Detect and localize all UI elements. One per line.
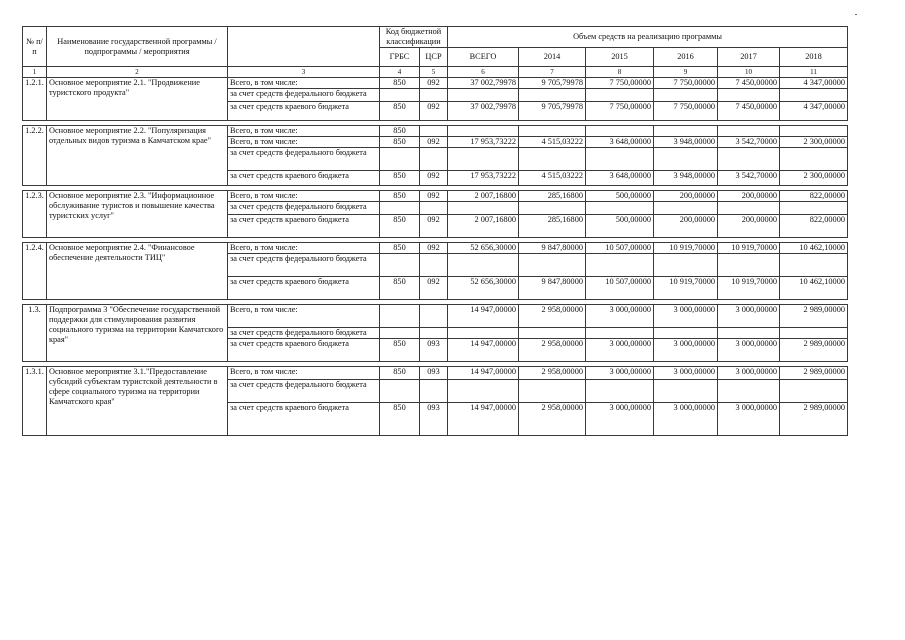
csr-cell: 092	[420, 78, 448, 89]
index-cell: 7	[519, 67, 586, 78]
y2018-cell: 2 300,00000	[780, 137, 848, 148]
y2015-cell: 3 000,00000	[586, 403, 654, 436]
total-cell	[448, 202, 519, 215]
y2017-cell	[718, 380, 780, 403]
header-csr: ЦСР	[420, 48, 448, 67]
y2016-cell: 3 000,00000	[654, 339, 718, 362]
y2015-cell: 10 507,00000	[586, 243, 654, 254]
total-cell	[448, 380, 519, 403]
index-cell: 2	[47, 67, 228, 78]
y2014-cell	[519, 148, 586, 171]
y2017-cell	[718, 254, 780, 277]
csr-cell: 093	[420, 403, 448, 436]
y2018-cell: 822,00000	[780, 191, 848, 202]
y2017-cell	[718, 148, 780, 171]
y2018-cell	[780, 328, 848, 339]
index-cell: 5	[420, 67, 448, 78]
y2014-cell: 2 958,00000	[519, 367, 586, 380]
y2015-cell: 3 000,00000	[586, 367, 654, 380]
y2015-cell	[586, 89, 654, 102]
grbs-cell: 850	[380, 102, 420, 121]
header-year-2016: 2016	[654, 48, 718, 67]
index-cell: 4	[380, 67, 420, 78]
y2016-cell: 200,00000	[654, 215, 718, 238]
grbs-cell	[380, 254, 420, 277]
csr-cell	[420, 305, 448, 328]
y2016-cell	[654, 254, 718, 277]
header-name: Наименование государственной программы / подпрограммы / мероприятия	[47, 27, 228, 67]
y2014-cell: 2 958,00000	[519, 403, 586, 436]
total-cell: 14 947,00000	[448, 339, 519, 362]
table-row	[23, 367, 848, 380]
total-cell: 37 002,79978	[448, 102, 519, 121]
y2015-cell: 3 000,00000	[586, 305, 654, 328]
grbs-cell: 850	[380, 243, 420, 254]
csr-cell: 092	[420, 102, 448, 121]
funding-label: Всего, в том числе:	[228, 191, 380, 202]
grbs-cell: 850	[380, 191, 420, 202]
grbs-cell: 850	[380, 403, 420, 436]
y2016-cell	[654, 202, 718, 215]
y2016-cell: 10 919,70000	[654, 243, 718, 254]
y2016-cell: 7 750,00000	[654, 78, 718, 89]
index-row	[23, 67, 848, 78]
table-row	[23, 126, 848, 137]
y2017-cell: 200,00000	[718, 191, 780, 202]
y2018-cell: 2 989,00000	[780, 403, 848, 436]
y2014-cell: 4 515,03222	[519, 171, 586, 186]
grbs-cell: 850	[380, 126, 420, 137]
y2018-cell: 4 347,00000	[780, 78, 848, 89]
table-row	[23, 191, 848, 202]
y2015-cell: 3 648,00000	[586, 171, 654, 186]
table-row	[23, 305, 848, 328]
y2016-cell: 3 948,00000	[654, 137, 718, 148]
y2014-cell	[519, 380, 586, 403]
total-cell: 52 656,30000	[448, 277, 519, 300]
funding-label: Всего, в том числе:	[228, 305, 380, 328]
y2016-cell	[654, 126, 718, 137]
grbs-cell	[380, 89, 420, 102]
y2014-cell: 2 958,00000	[519, 339, 586, 362]
total-cell: 17 953,73222	[448, 137, 519, 148]
y2017-cell: 3 000,00000	[718, 305, 780, 328]
y2016-cell	[654, 89, 718, 102]
y2018-cell: 10 462,10000	[780, 243, 848, 254]
y2018-cell	[780, 202, 848, 215]
header-year-2017: 2017	[718, 48, 780, 67]
budget-table	[22, 26, 848, 436]
grbs-cell: 850	[380, 137, 420, 148]
grbs-cell: 850	[380, 367, 420, 380]
csr-cell	[420, 380, 448, 403]
total-cell	[448, 254, 519, 277]
y2017-cell: 200,00000	[718, 215, 780, 238]
header-code: Код бюджетной классификации	[380, 27, 448, 48]
y2014-cell: 2 958,00000	[519, 305, 586, 328]
y2016-cell	[654, 148, 718, 171]
y2018-cell: 2 300,00000	[780, 171, 848, 186]
funding-label: Всего, в том числе:	[228, 137, 380, 148]
total-cell	[448, 126, 519, 137]
grbs-cell: 850	[380, 339, 420, 362]
funding-label: за счет средств краевого бюджета	[228, 339, 380, 362]
total-cell: 14 947,00000	[448, 367, 519, 380]
csr-cell: 093	[420, 367, 448, 380]
total-cell: 14 947,00000	[448, 305, 519, 328]
header-volume: Объем средств на реализацию программы	[448, 27, 848, 48]
total-cell: 52 656,30000	[448, 243, 519, 254]
y2017-cell: 3 542,70000	[718, 137, 780, 148]
csr-cell	[420, 89, 448, 102]
row-number: 1.3.1.	[23, 367, 47, 436]
funding-label: Всего, в том числе:	[228, 243, 380, 254]
grbs-cell	[380, 305, 420, 328]
index-cell: 8	[586, 67, 654, 78]
table-row	[23, 78, 848, 89]
funding-label: за счет средств краевого бюджета	[228, 403, 380, 436]
funding-label: Всего, в том числе:	[228, 126, 380, 137]
grbs-cell: 850	[380, 78, 420, 89]
program-name: Основное мероприятие 2.2. "Популяризация отдельных видов туризма в Камчатском крае"	[47, 126, 228, 186]
y2017-cell	[718, 328, 780, 339]
y2017-cell: 10 919,70000	[718, 277, 780, 300]
row-number: 1.2.4.	[23, 243, 47, 300]
budget-document	[22, 26, 848, 436]
index-cell: 11	[780, 67, 848, 78]
y2017-cell	[718, 89, 780, 102]
program-name: Основное мероприятие 2.3. "Информационное обслуживание туристов и повышение качества туристских услуг"	[47, 191, 228, 238]
grbs-cell: 850	[380, 171, 420, 186]
table-row	[23, 243, 848, 254]
y2018-cell	[780, 89, 848, 102]
total-cell: 17 953,73222	[448, 171, 519, 186]
y2016-cell: 10 919,70000	[654, 277, 718, 300]
total-cell: 37 002,79978	[448, 78, 519, 89]
index-cell: 10	[718, 67, 780, 78]
row-number: 1.2.1.	[23, 78, 47, 121]
funding-label: за счет средств федерального бюджета	[228, 328, 380, 339]
funding-label: за счет средств федерального бюджета	[228, 202, 380, 215]
y2015-cell: 3 000,00000	[586, 339, 654, 362]
y2015-cell	[586, 202, 654, 215]
y2015-cell	[586, 148, 654, 171]
program-name: Подпрограмма 3 "Обеспечение государственной поддержки для стимулирования развития социального туризма на территории Камчатского края"	[47, 305, 228, 362]
scan-mark	[855, 14, 857, 15]
csr-cell: 093	[420, 339, 448, 362]
y2016-cell: 3 000,00000	[654, 403, 718, 436]
total-cell	[448, 148, 519, 171]
y2015-cell: 10 507,00000	[586, 277, 654, 300]
row-number: 1.2.2.	[23, 126, 47, 186]
header-grbs: ГРБС	[380, 48, 420, 67]
y2017-cell: 3 542,70000	[718, 171, 780, 186]
program-name: Основное мероприятие 3.1."Предоставление субсидий субъектам туристской деятельности в сфере социального туризма на территории Камчатского края"	[47, 367, 228, 436]
y2015-cell: 500,00000	[586, 191, 654, 202]
y2015-cell	[586, 380, 654, 403]
row-number: 1.3.	[23, 305, 47, 362]
y2016-cell	[654, 328, 718, 339]
program-name: Основное мероприятие 2.4. "Финансовое обеспечение деятельности ТИЦ"	[47, 243, 228, 300]
index-cell: 6	[448, 67, 519, 78]
funding-label: Всего, в том числе:	[228, 367, 380, 380]
y2016-cell: 200,00000	[654, 191, 718, 202]
y2018-cell: 2 989,00000	[780, 367, 848, 380]
funding-label: за счет средств краевого бюджета	[228, 171, 380, 186]
funding-label: за счет средств краевого бюджета	[228, 215, 380, 238]
y2014-cell	[519, 126, 586, 137]
y2016-cell: 3 000,00000	[654, 367, 718, 380]
grbs-cell: 850	[380, 277, 420, 300]
y2017-cell: 10 919,70000	[718, 243, 780, 254]
y2018-cell: 2 989,00000	[780, 305, 848, 328]
total-cell: 2 007,16800	[448, 191, 519, 202]
y2014-cell: 9 847,80000	[519, 243, 586, 254]
header-num: № п/п	[23, 27, 47, 67]
grbs-cell	[380, 148, 420, 171]
y2016-cell	[654, 380, 718, 403]
y2014-cell: 285,16800	[519, 215, 586, 238]
program-name: Основное мероприятие 2.1. "Продвижение туристского продукта"	[47, 78, 228, 121]
y2017-cell: 3 000,00000	[718, 367, 780, 380]
table-body	[23, 78, 848, 436]
y2015-cell: 500,00000	[586, 215, 654, 238]
csr-cell: 092	[420, 137, 448, 148]
total-cell: 2 007,16800	[448, 215, 519, 238]
index-cell: 3	[228, 67, 380, 78]
grbs-cell	[380, 380, 420, 403]
funding-label: за счет средств федерального бюджета	[228, 254, 380, 277]
y2016-cell: 3 948,00000	[654, 171, 718, 186]
y2014-cell: 4 515,03222	[519, 137, 586, 148]
header-row-1	[23, 27, 848, 48]
y2015-cell	[586, 254, 654, 277]
csr-cell	[420, 126, 448, 137]
total-cell	[448, 89, 519, 102]
funding-label: за счет средств федерального бюджета	[228, 89, 380, 102]
total-cell: 14 947,00000	[448, 403, 519, 436]
header-year-2014: 2014	[519, 48, 586, 67]
index-cell: 1	[23, 67, 47, 78]
csr-cell: 092	[420, 243, 448, 254]
csr-cell	[420, 202, 448, 215]
y2015-cell: 3 648,00000	[586, 137, 654, 148]
header-total: ВСЕГО	[448, 48, 519, 67]
y2017-cell: 7 450,00000	[718, 78, 780, 89]
header-year-2018: 2018	[780, 48, 848, 67]
y2018-cell: 4 347,00000	[780, 102, 848, 121]
csr-cell: 092	[420, 277, 448, 300]
csr-cell	[420, 328, 448, 339]
grbs-cell: 850	[380, 215, 420, 238]
funding-label: за счет средств краевого бюджета	[228, 277, 380, 300]
y2018-cell	[780, 380, 848, 403]
y2018-cell: 822,00000	[780, 215, 848, 238]
y2014-cell: 9 705,79978	[519, 102, 586, 121]
y2015-cell: 7 750,00000	[586, 78, 654, 89]
y2017-cell	[718, 126, 780, 137]
y2014-cell: 9 705,79978	[519, 78, 586, 89]
y2018-cell: 2 989,00000	[780, 339, 848, 362]
y2018-cell	[780, 254, 848, 277]
header-empty	[228, 27, 380, 67]
y2014-cell	[519, 202, 586, 215]
y2014-cell	[519, 328, 586, 339]
funding-label: за счет средств федерального бюджета	[228, 148, 380, 171]
y2018-cell	[780, 148, 848, 171]
y2014-cell: 9 847,80000	[519, 277, 586, 300]
grbs-cell	[380, 328, 420, 339]
grbs-cell	[380, 202, 420, 215]
y2018-cell: 10 462,10000	[780, 277, 848, 300]
y2014-cell: 285,16800	[519, 191, 586, 202]
y2018-cell	[780, 126, 848, 137]
y2015-cell: 7 750,00000	[586, 102, 654, 121]
csr-cell: 092	[420, 215, 448, 238]
funding-label: за счет средств краевого бюджета	[228, 102, 380, 121]
y2015-cell	[586, 126, 654, 137]
y2014-cell	[519, 254, 586, 277]
csr-cell: 092	[420, 171, 448, 186]
y2016-cell: 3 000,00000	[654, 305, 718, 328]
y2015-cell	[586, 328, 654, 339]
funding-label: за счет средств федерального бюджета	[228, 380, 380, 403]
funding-label: Всего, в том числе:	[228, 78, 380, 89]
y2017-cell	[718, 202, 780, 215]
csr-cell	[420, 148, 448, 171]
y2017-cell: 3 000,00000	[718, 403, 780, 436]
y2017-cell: 7 450,00000	[718, 102, 780, 121]
csr-cell	[420, 254, 448, 277]
y2014-cell	[519, 89, 586, 102]
csr-cell: 092	[420, 191, 448, 202]
header-year-2015: 2015	[586, 48, 654, 67]
y2017-cell: 3 000,00000	[718, 339, 780, 362]
index-cell: 9	[654, 67, 718, 78]
row-number: 1.2.3.	[23, 191, 47, 238]
total-cell	[448, 328, 519, 339]
y2016-cell: 7 750,00000	[654, 102, 718, 121]
